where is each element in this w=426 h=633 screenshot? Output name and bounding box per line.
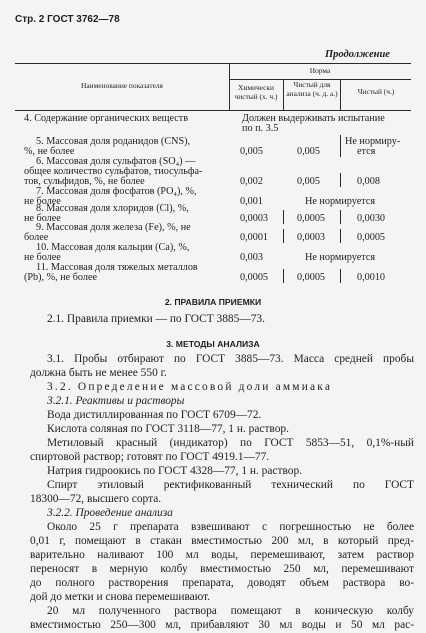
cell-value: 0,0030: [357, 213, 386, 224]
section-heading: 3. МЕТОДЫ АНАЛИЗА: [166, 339, 260, 349]
cell-value: 0,005: [297, 176, 320, 187]
cell-divider: [340, 173, 341, 187]
paragraph-line: Натрия гидроокись по ГОСТ 4328—77, 1 н. раствор.: [47, 465, 302, 477]
row-label: тов, сульфидов, %, не более: [24, 176, 145, 187]
subsection-title: 3.2.2. Проведение анализа: [47, 507, 173, 519]
cell-value: 0,008: [357, 176, 380, 187]
paragraph: 2.1. Правила приемки — по ГОСТ 3885—73.: [47, 313, 265, 325]
cell-divider: [340, 229, 341, 243]
cell-value: 0,0003: [240, 213, 269, 224]
cell-value: 0,0003: [297, 232, 326, 243]
row-label: 10. Массовая доля кальция (Ca), %,: [36, 242, 190, 253]
cell-value: 0,001: [240, 196, 263, 207]
paragraph-line: Около 25 г препарата взвешивают с погрешностью не более: [47, 521, 414, 533]
cell-not-normed: Не нормируется: [305, 196, 376, 207]
section-heading: 2. ПРАВИЛА ПРИЕМКИ: [164, 297, 262, 307]
col-pure: Чистый (ч.): [357, 87, 395, 96]
cell-value: Не нормиру-: [345, 136, 401, 147]
paragraph-line: Спирт этиловый ректификованный технический по ГОСТ: [47, 479, 414, 491]
continuation-label: Продолжение: [325, 49, 390, 60]
cell-value: 0,002: [240, 176, 263, 187]
paragraph-line: дой до метки и снова перемешивают.: [30, 591, 211, 603]
cell-divider: [283, 229, 284, 243]
cell-value: 0,0010: [357, 272, 386, 283]
row-label: общее количество сульфатов, тиосульфа-: [24, 166, 203, 177]
row-label: не более: [24, 213, 61, 224]
row-label: 7. Массовая доля фосфатов (PO₄), %,: [36, 186, 197, 197]
row-label: 9. Массовая доля железа (Fe), %, не: [36, 222, 191, 233]
cell-not-normed: Не нормируется: [305, 252, 376, 263]
row-label: не более: [24, 196, 61, 207]
paragraph-line: вместимостью 250—300 мл, прибавляют 30 мл воды и 50 мл рас-: [30, 619, 414, 631]
page-header: Стр. 2 ГОСТ 3762—78: [15, 14, 120, 25]
row-label: 6. Массовая доля сульфатов (SO₄) —: [36, 156, 196, 167]
cell-divider: [340, 135, 341, 157]
paragraph-line: 18300—72, высшего сорта.: [30, 493, 162, 505]
row-span-value: Должен выдерживать испытание: [242, 113, 385, 124]
paragraph-line: переносят в мерную колбу вместимостью 250 мл, перемешивают: [30, 563, 414, 575]
cell-value: ется: [357, 146, 376, 157]
cell-divider: [340, 210, 341, 224]
row-span-value: по п. 3.5: [242, 123, 279, 134]
cell-value: 0,0005: [357, 232, 386, 243]
table-top-rule: [15, 63, 411, 64]
row-label: не более: [24, 252, 61, 263]
paragraph-line: 3.1. Пробы отбирают по ГОСТ 3885—73. Масса средней пробы: [47, 353, 414, 365]
row-label: %, не более: [24, 146, 75, 157]
col-norm-header: Норма: [309, 66, 331, 75]
paragraph-line: Кислота соляная по ГОСТ 3118—77, 1 н. раствор.: [47, 423, 289, 435]
row-label: 8. Массовая доля хлоридов (Cl), %,: [36, 203, 189, 214]
paragraph-line: должна быть не менее 550 г.: [30, 367, 167, 379]
cell-divider: [283, 210, 284, 224]
row-label: 11. Массовая доля тяжелых металлов: [36, 262, 198, 273]
cell-value: 0,005: [240, 146, 263, 157]
paragraph-line: спиртовой раствор; готовят по ГОСТ 4919.1—77.: [30, 451, 270, 463]
table-header-rule: [15, 110, 411, 111]
col-chem-pure: Химически чистый (х. ч.): [234, 83, 278, 101]
cell-divider: [340, 269, 341, 283]
row-label: 5. Массовая доля роданидов (CNS),: [36, 136, 191, 147]
cell-value: 0,0005: [240, 272, 269, 283]
subsection-title: 3.2.1. Реактивы и растворы: [47, 395, 185, 407]
row-label: (Pb), %, не более: [24, 272, 98, 283]
cell-value: 0,003: [240, 252, 263, 263]
subsection-title: 3.2. Определение массовой доли аммиака: [47, 381, 333, 393]
row-label: более: [24, 232, 49, 243]
cell-value: 0,0001: [240, 232, 269, 243]
col-name-header: Наименование показателя: [81, 81, 163, 90]
paragraph-line: 0,01 г, помещают в стакан вместимостью 200 мл, в который пред-: [30, 535, 414, 547]
cell-value: 0,005: [297, 146, 320, 157]
paragraph-line: Метиловый красный (индикатор) по ГОСТ 5853—51, 0,1%-ный: [47, 437, 414, 449]
cell-value: 0,0005: [297, 272, 326, 283]
paragraph-line: варительно наливают 100 мл воды, перемешивают, затем раствор: [30, 549, 414, 561]
paragraph-line: 20 мл полученного раствора помещают в коническую колбу: [47, 605, 414, 617]
paragraph-line: до полного растворения препарата, доводят объем раствора во-: [30, 577, 414, 589]
cell-divider: [283, 269, 284, 283]
paragraph-line: Вода дистиллированная по ГОСТ 6709—72.: [47, 409, 262, 421]
cell-value: 0,0005: [297, 213, 326, 224]
col-analysis-pure: Чистый для анализа (ч. д. а.): [286, 80, 338, 98]
row-label: 4. Содержание органических веществ: [24, 113, 189, 124]
